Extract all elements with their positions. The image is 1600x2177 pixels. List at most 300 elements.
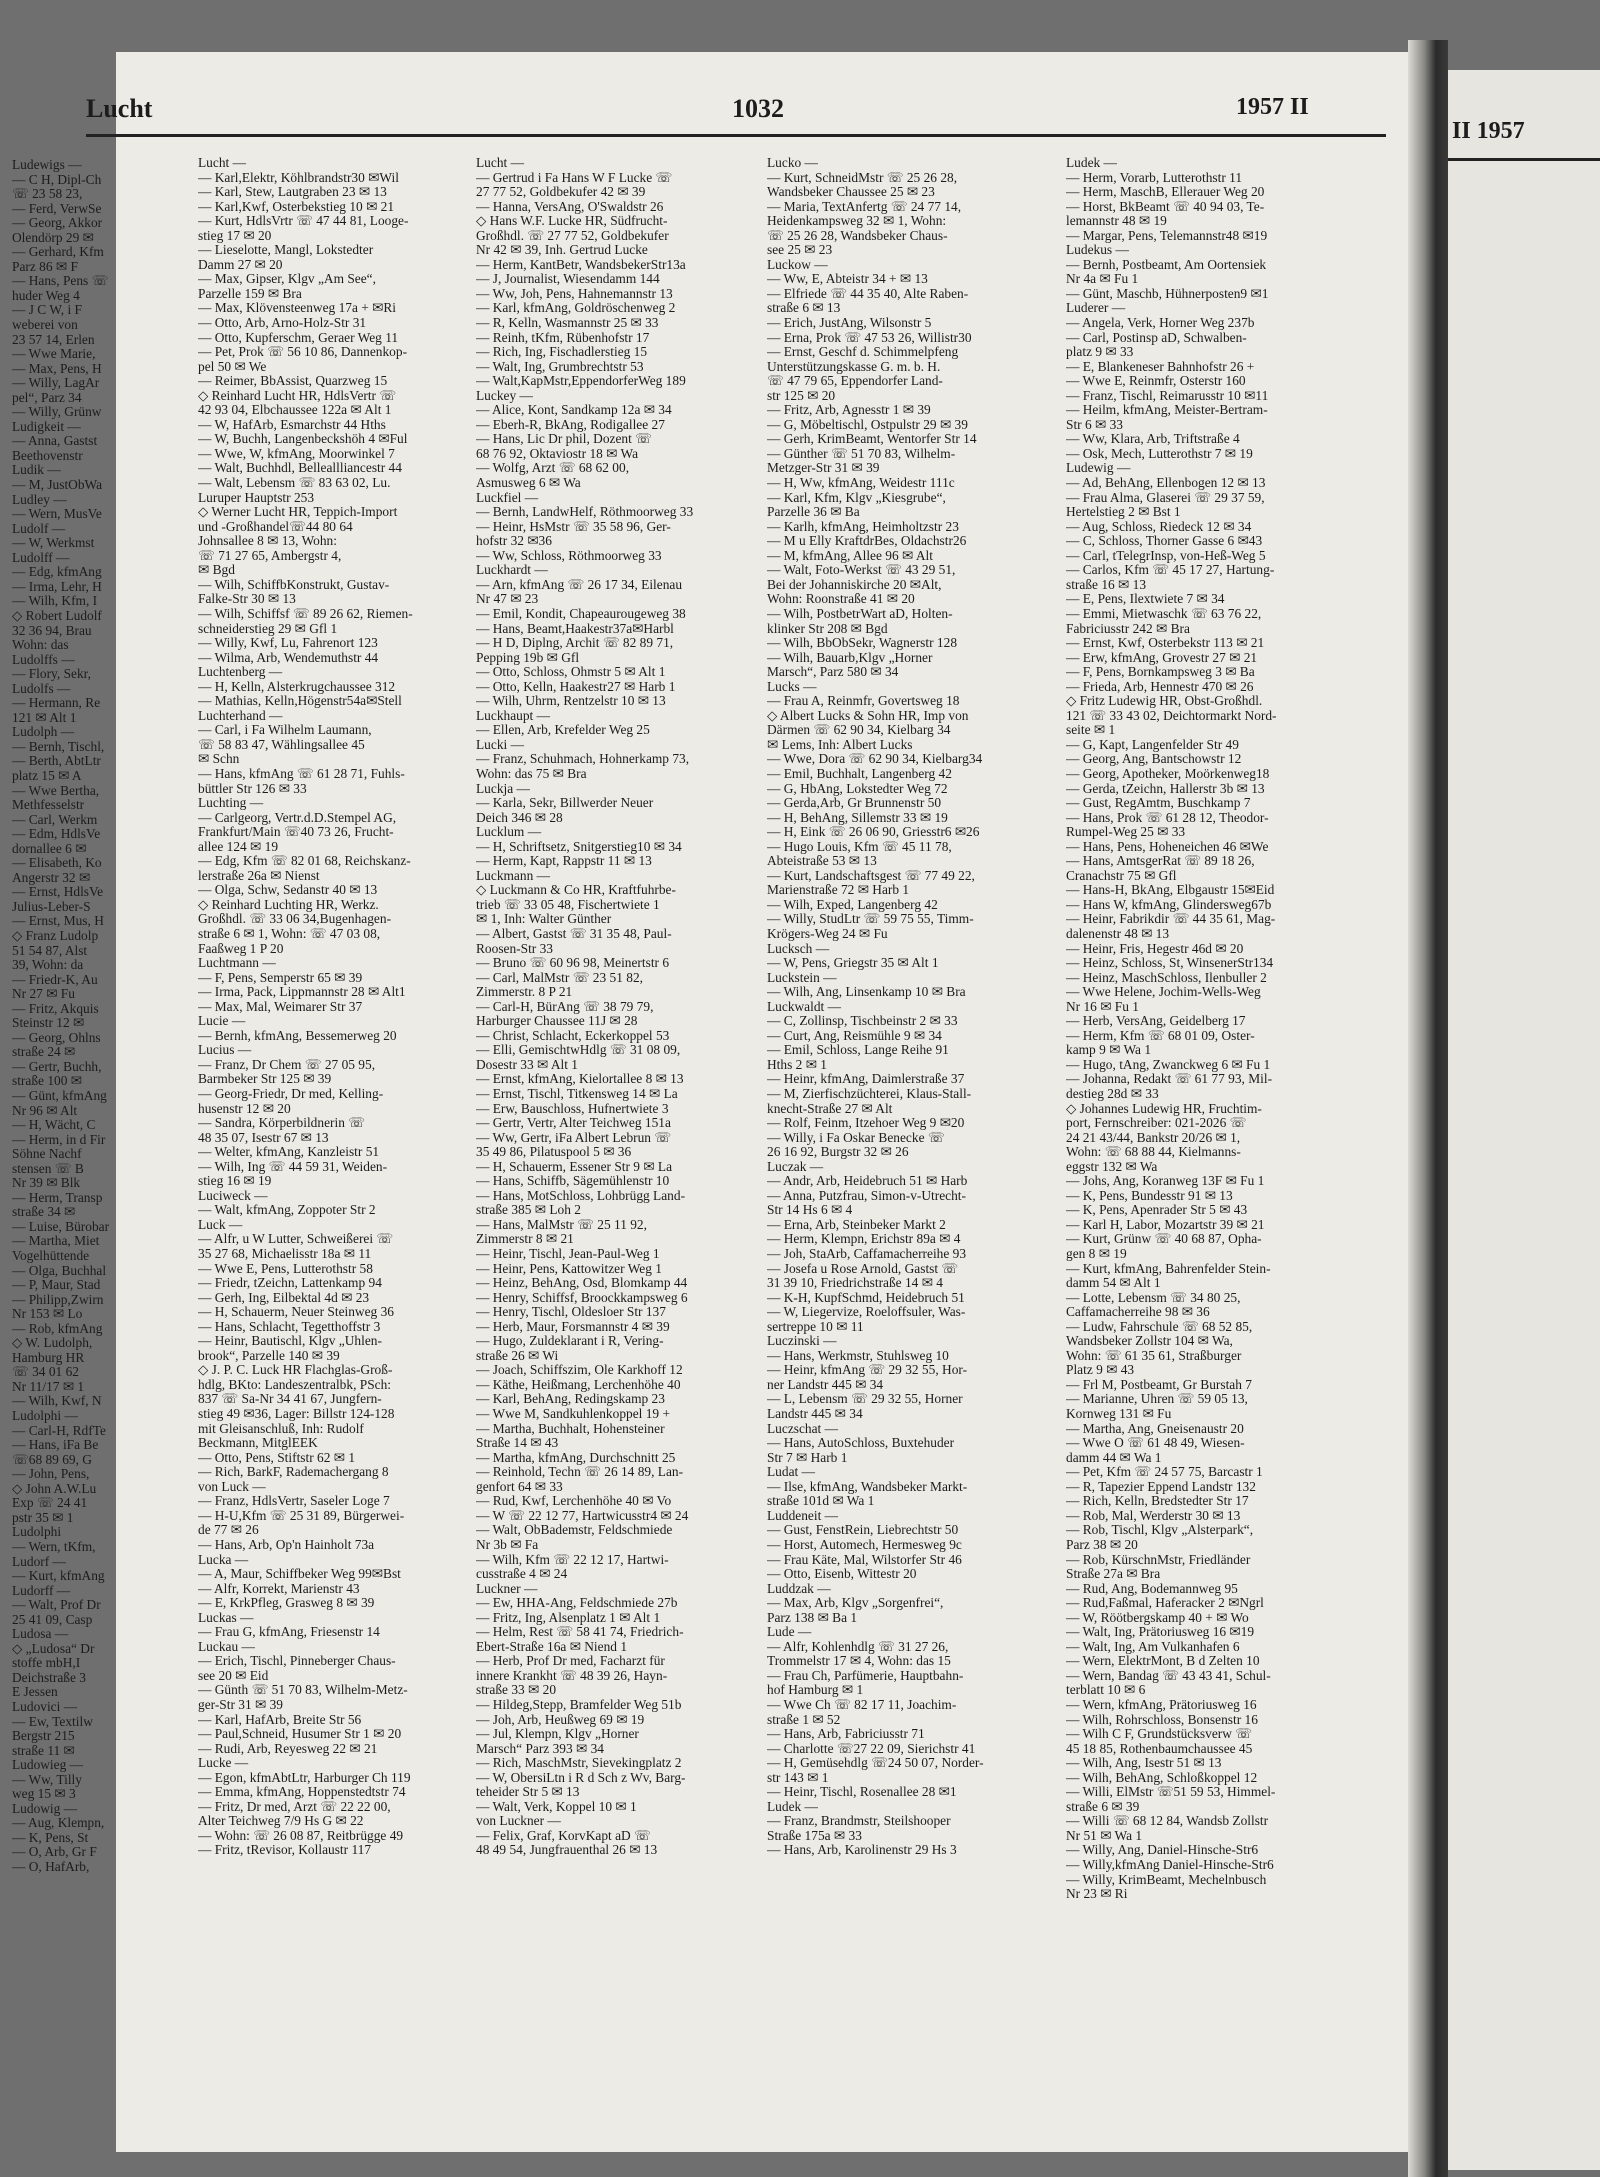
directory-line: straße 100 ✉ bbox=[12, 1073, 82, 1089]
directory-line: klinker Str 208 ✉ Bgd bbox=[767, 620, 888, 636]
directory-line: Bei der Johanniskirche 20 ✉Alt, bbox=[767, 576, 942, 592]
directory-line: — Anna, Gastst bbox=[12, 433, 98, 449]
directory-line: — K, Pens, Bundesstr 91 ✉ 13 bbox=[1066, 1187, 1233, 1203]
directory-line: — Ww, Gertr, iFa Albert Lebrun ☏ bbox=[476, 1129, 672, 1145]
directory-line: — Carl, i Fa Wilhelm Laumann, bbox=[198, 722, 372, 738]
directory-line: — Gerh, Ing, Eilbektal 4d ✉ 23 bbox=[198, 1289, 370, 1305]
directory-line: — Georg, Ang, Bantschowstr 12 bbox=[1066, 751, 1242, 767]
directory-line: — H, Schauerm, Neuer Steinweg 36 bbox=[198, 1304, 394, 1320]
directory-line: Ludorf — bbox=[12, 1553, 66, 1569]
directory-line: — Fritz, Akquis bbox=[12, 1000, 99, 1016]
directory-line: — Wilh, BehAng, Schloßkoppel 12 bbox=[1066, 1769, 1258, 1785]
directory-line: — John, Pens, bbox=[12, 1466, 90, 1482]
directory-line: — Heinr, Fris, Hegestr 46d ✉ 20 bbox=[1066, 940, 1244, 956]
directory-line: — Wwe Bertha, bbox=[12, 782, 100, 798]
directory-line: dornallee 6 ✉ bbox=[12, 840, 87, 856]
directory-line: — Joh, StaArb, Caffamacherreihe 93 bbox=[767, 1246, 967, 1262]
directory-line: ☏ 34 01 62 bbox=[12, 1364, 79, 1380]
directory-line: Därmen ☏ 62 90 34, Kielbarg 34 bbox=[767, 722, 951, 738]
directory-line: straße 16 ✉ 13 bbox=[1066, 576, 1147, 592]
directory-line: — P, Maur, Stad bbox=[12, 1277, 101, 1293]
directory-line: 48 49 54, Jungfrauenthal 26 ✉ 13 bbox=[476, 1842, 658, 1858]
directory-line: — Willy, i Fa Oskar Benecke ☏ bbox=[767, 1129, 945, 1145]
directory-line: ◇ Reinhard Luchting HR, Werkz. bbox=[198, 896, 379, 912]
directory-line: Ludewig — bbox=[1066, 460, 1131, 476]
directory-line: trieb ☏ 33 05 48, Fischertwiete 1 bbox=[476, 896, 660, 912]
directory-line: — Wwe E, Reinmfr, Osterstr 160 bbox=[1066, 373, 1246, 389]
directory-line: — Kurt, kfmAng, Bahrenfelder Stein- bbox=[1066, 1260, 1271, 1276]
directory-line: — Wwe O ☏ 61 48 49, Wiesen- bbox=[1066, 1435, 1245, 1451]
directory-line: — Herm, MaschB, Ellerauer Weg 20 bbox=[1066, 184, 1265, 200]
directory-line: Ludorff — bbox=[12, 1582, 71, 1598]
directory-line: — Rolf, Feinm, Itzehoer Weg 9 ✉20 bbox=[767, 1115, 965, 1131]
directory-line: — Rud, Kwf, Lerchenhöhe 40 ✉ Vo bbox=[476, 1493, 672, 1509]
directory-line: 27 77 52, Goldbekufer 42 ✉ 39 bbox=[476, 184, 646, 200]
directory-line: — Otto, Kelln, Haakestr27 ✉ Harb 1 bbox=[476, 678, 676, 694]
directory-line: ☏ 47 79 65, Eppendorfer Land- bbox=[767, 373, 943, 389]
directory-line: Lucht — bbox=[198, 156, 246, 170]
directory-line: — Wilh, Schiffsf ☏ 89 26 62, Riemen- bbox=[198, 605, 413, 621]
directory-line: stieg 49 ✉36, Lager: Billstr 124-128 bbox=[198, 1406, 395, 1422]
directory-line: Luckhardt — bbox=[476, 562, 548, 578]
directory-line: — Carl, Postinsp aD, Schwalben- bbox=[1066, 329, 1247, 345]
directory-line: Straße 27a ✉ Bra bbox=[1066, 1566, 1161, 1582]
directory-line: — Hermann, Re bbox=[12, 695, 101, 711]
directory-line: — Maria, TextAnfertg ☏ 24 77 14, bbox=[767, 198, 962, 214]
directory-line: — J C W, i F bbox=[12, 302, 82, 318]
directory-line: — Kurt, SchneidMstr ☏ 25 26 28, bbox=[767, 169, 958, 185]
directory-line: — Willy, StudLtr ☏ 59 75 55, Timm- bbox=[767, 911, 974, 927]
directory-line: — Wilh, Ang, Linsenkamp 10 ✉ Bra bbox=[767, 984, 966, 1000]
directory-line: Großhdl. ☏ 33 06 34,Bugenhagen- bbox=[198, 911, 392, 927]
directory-line: 31 39 10, Friedrichstraße 14 ✉ 4 bbox=[767, 1275, 943, 1291]
directory-line: — Willy, LagAr bbox=[12, 375, 100, 391]
directory-line: Str 7 ✉ Harb 1 bbox=[767, 1449, 848, 1465]
directory-line: — Otto, Kupferschm, Geraer Weg 11 bbox=[198, 329, 399, 345]
directory-line: — Frau G, kfmAng, Friesenstr 14 bbox=[198, 1624, 380, 1640]
directory-line: — Hans, Pens, Hoheneichen 46 ✉We bbox=[1066, 838, 1269, 854]
directory-line: — H, BehAng, Sillemstr 33 ✉ 19 bbox=[767, 809, 948, 825]
directory-line: — H, Kelln, Alsterkrugchaussee 312 bbox=[198, 678, 396, 694]
directory-line: ◇ Luckmann & Co HR, Kraftfuhrbe- bbox=[476, 882, 676, 898]
directory-line: Dosestr 33 ✉ Alt 1 bbox=[476, 1056, 578, 1072]
directory-line: Platz 9 ✉ 43 bbox=[1066, 1362, 1135, 1378]
directory-line: Marsch“, Parz 580 ✉ 34 bbox=[767, 664, 899, 680]
directory-line: straße 101d ✉ Wa 1 bbox=[767, 1493, 875, 1509]
directory-line: — Berth, AbtLtr bbox=[12, 753, 101, 769]
directory-line: ◇ W. Ludolph, bbox=[12, 1335, 93, 1351]
directory-line: — K, Pens, Apenrader Str 5 ✉ 43 bbox=[1066, 1202, 1248, 1218]
directory-line: — Edg, Kfm ☏ 82 01 68, Reichskanz- bbox=[198, 853, 411, 869]
directory-line: — Welter, kfmAng, Kanzleistr 51 bbox=[198, 1144, 380, 1160]
directory-line: — Olga, Schw, Sedanstr 40 ✉ 13 bbox=[198, 882, 378, 898]
directory-line: — Ernst, Mus, H bbox=[12, 913, 104, 929]
directory-line: Ludigkeit — bbox=[12, 418, 81, 434]
directory-line: straße 6 ✉ 13 bbox=[767, 300, 841, 316]
directory-line: Olendörp 29 ✉ bbox=[12, 229, 94, 245]
directory-line: Deichstraße 3 bbox=[12, 1669, 86, 1685]
directory-line: Ludek — bbox=[1066, 156, 1117, 170]
directory-line: — Hugo Louis, Kfm ☏ 45 11 78, bbox=[767, 838, 952, 854]
directory-line: allee 124 ✉ 19 bbox=[198, 838, 279, 854]
directory-line: — Gertrud i Fa Hans W F Lucke ☏ bbox=[476, 169, 673, 185]
directory-line: Marsch“ Parz 393 ✉ 34 bbox=[476, 1740, 604, 1756]
directory-line: Unterstützungskasse G. m. b. H. bbox=[767, 358, 941, 374]
directory-line: — Ludw, Fahrschule ☏ 68 52 85, bbox=[1066, 1318, 1253, 1334]
directory-line: — Gust, FenstRein, Liebrechtstr 50 bbox=[767, 1522, 959, 1538]
directory-line: Lucius — bbox=[198, 1042, 252, 1058]
directory-line: — Hans, Arb, Karolinenstr 29 Hs 3 bbox=[767, 1842, 957, 1858]
directory-line: — Bernh, Tischl, bbox=[12, 738, 105, 754]
directory-line: — Max, Gipser, Klgv „Am See“, bbox=[198, 271, 376, 287]
directory-line: 39, Wohn: da bbox=[12, 957, 84, 973]
directory-line: — Franz, Dr Chem ☏ 27 05 95, bbox=[198, 1056, 376, 1072]
directory-line: — Paul,Schneid, Husumer Str 1 ✉ 20 bbox=[198, 1726, 402, 1742]
directory-line: — Elfriede ☏ 44 35 40, Alte Raben- bbox=[767, 285, 969, 301]
directory-line: seite ✉ 1 bbox=[1066, 722, 1116, 738]
directory-line: — Ernst, kfmAng, Kielortallee 8 ✉ 13 bbox=[476, 1071, 684, 1087]
directory-line: Luckey — bbox=[476, 387, 533, 403]
directory-line: — Wwe Ch ☏ 82 17 11, Joachim- bbox=[767, 1696, 957, 1712]
directory-line: — Wilh, Rohrschloss, Bonsenstr 16 bbox=[1066, 1711, 1258, 1727]
directory-line: — Franz, Brandmstr, Steilshooper bbox=[767, 1813, 951, 1829]
directory-line: — F, Pens, Bornkampsweg 3 ✉ Ba bbox=[1066, 664, 1255, 680]
directory-line: — Walt, Prof Dr bbox=[12, 1597, 101, 1613]
directory-line: — Carlgeorg, Vertr.d.D.Stempel AG, bbox=[198, 809, 397, 825]
directory-line: Deich 346 ✉ 28 bbox=[476, 809, 563, 825]
directory-line: Str 14 Hs 6 ✉ 4 bbox=[767, 1202, 853, 1218]
directory-line: — Fritz, Ing, Alsenplatz 1 ✉ Alt 1 bbox=[476, 1609, 661, 1625]
directory-line: — Ww, Tilly bbox=[12, 1771, 82, 1787]
directory-line: — Ellen, Arb, Krefelder Weg 25 bbox=[476, 722, 650, 738]
directory-line: — Emil, Schloss, Lange Reihe 91 bbox=[767, 1042, 949, 1058]
directory-line: Julius-Leber-S bbox=[12, 898, 91, 914]
directory-line: — Walt, Lebensm ☏ 83 63 02, Lu. bbox=[198, 475, 391, 491]
directory-line: ☏68 89 69, G bbox=[12, 1451, 92, 1467]
directory-line: Vogelhüttende bbox=[12, 1248, 90, 1264]
directory-line: Ludolff — bbox=[12, 549, 70, 565]
directory-line: — Wolfg, Arzt ☏ 68 62 00, bbox=[476, 460, 630, 476]
directory-line: destieg 28d ✉ 33 bbox=[1066, 1086, 1159, 1101]
directory-line: str 125 ✉ 20 bbox=[767, 387, 836, 403]
directory-line: hofstr 32 ✉36 bbox=[476, 533, 552, 549]
directory-line: — Henry, Tischl, Oldesloer Str 137 bbox=[476, 1304, 666, 1320]
directory-line: — W, Röötbergskamp 40 + ✉ Wo bbox=[1066, 1609, 1249, 1625]
directory-line: — Jul, Klempn, Klgv „Horner bbox=[476, 1726, 639, 1742]
directory-line: ◇ John A.W.Lu bbox=[12, 1480, 97, 1496]
directory-line: Alter Teichweg 7/9 Hs G ✉ 22 bbox=[198, 1813, 364, 1829]
directory-line: Marienstraße 72 ✉ Harb 1 bbox=[767, 882, 910, 898]
directory-line: Zimmerstr 8 ✉ 21 bbox=[476, 1231, 574, 1247]
directory-line: Luckstein — bbox=[767, 969, 837, 985]
directory-line: — C, Zollinsp, Tischbeinstr 2 ✉ 33 bbox=[767, 1013, 958, 1029]
directory-line: — Heinr, Fabrikdir ☏ 44 35 61, Mag- bbox=[1066, 911, 1276, 927]
directory-line: Wohn: das 75 ✉ Bra bbox=[476, 765, 587, 781]
directory-line: — Erna, Prok ☏ 47 53 26, Willistr30 bbox=[767, 329, 972, 345]
directory-line: pel“, Parz 34 bbox=[12, 389, 82, 405]
directory-line: — Reinh, tKfm, Rübenhofstr 17 bbox=[476, 329, 650, 345]
directory-line: — Curt, Ang, Reismühle 9 ✉ 34 bbox=[767, 1027, 942, 1043]
directory-line: Luckow — bbox=[767, 256, 828, 272]
directory-line: — Max, Klövensteenweg 17a + ✉Ri bbox=[198, 300, 397, 316]
directory-line: ✉ Schn bbox=[198, 751, 240, 767]
directory-line: — Joach, Schiffszim, Ole Karkhoff 12 bbox=[476, 1362, 683, 1378]
directory-line: Söhne Nachf bbox=[12, 1146, 82, 1162]
directory-line: — Wwe M, Sandkuhlenkoppel 19 + bbox=[476, 1406, 671, 1422]
directory-line: — Ernst, Geschf d. Schimmelpfeng bbox=[767, 344, 959, 360]
directory-line: — H, Schriftsetz, Snitgerstieg10 ✉ 34 bbox=[476, 838, 682, 854]
directory-line: — W, Liegervize, Roeloffsuler, Was- bbox=[767, 1304, 966, 1320]
directory-line: — Karl, Stew, Lautgraben 23 ✉ 13 bbox=[198, 184, 387, 200]
directory-line: Lucka — bbox=[198, 1551, 249, 1567]
directory-line: lemannstr 48 ✉ 19 bbox=[1066, 213, 1167, 229]
directory-line: — Carl, Werkm bbox=[12, 811, 98, 827]
directory-line: Frankfurt/Main ☏40 73 26, Frucht- bbox=[198, 824, 394, 840]
directory-line: — Heinr, HsMstr ☏ 35 58 96, Ger- bbox=[476, 518, 671, 534]
directory-line: — Wwe E, Pens, Lutterothstr 58 bbox=[198, 1260, 373, 1276]
directory-line: — Walt, Ing, Grumbrechtstr 53 bbox=[476, 358, 644, 374]
directory-line: — Bruno ☏ 60 96 98, Meinertstr 6 bbox=[476, 955, 670, 971]
directory-line: — Emma, kfmAng, Hoppenstedtstr 74 bbox=[198, 1784, 406, 1800]
directory-line: 42 93 04, Elbchaussee 122a ✉ Alt 1 bbox=[198, 402, 392, 418]
directory-line: platz 9 ✉ 33 bbox=[1066, 344, 1134, 360]
page-header bbox=[86, 94, 1386, 140]
directory-line: Nr 16 ✉ Fu 1 bbox=[1066, 998, 1139, 1014]
directory-line: Johnsallee 8 ✉ 13, Wohn: bbox=[198, 533, 337, 549]
directory-line: platz 15 ✉ A bbox=[12, 767, 82, 783]
directory-line: — Ew, HHA-Ang, Feldschmiede 27b bbox=[476, 1595, 678, 1611]
directory-line: 121 ✉ Alt 1 bbox=[12, 709, 77, 725]
directory-line: Krögers-Weg 24 ✉ Fu bbox=[767, 925, 888, 941]
directory-line: — Wilma, Arb, Wendemuthstr 44 bbox=[198, 649, 379, 665]
header-name: Lucht bbox=[86, 94, 153, 123]
directory-line: — Hans, Schiffb, Sägemühlenstr 10 bbox=[476, 1173, 670, 1189]
directory-line: — Hans, Arb, Fabriciusstr 71 bbox=[767, 1726, 925, 1742]
directory-line: — Sandra, Körperbildnerin ☏ bbox=[198, 1115, 365, 1131]
directory-line: Wandsbeker Chaussee 25 ✉ 23 bbox=[767, 184, 935, 200]
directory-line: — Wilh C F, Grundstücksverw ☏ bbox=[1066, 1726, 1252, 1742]
directory-line: — Edg, kfmAng bbox=[12, 564, 102, 580]
directory-line: — Rob, KürschnMstr, Friedländer bbox=[1066, 1551, 1251, 1567]
directory-line: huder Weg 4 bbox=[12, 287, 80, 303]
directory-line: — Arn, kfmAng ☏ 26 17 34, Eilenau bbox=[476, 576, 683, 592]
directory-line: — Hans-H, BkAng, Elbgaustr 15✉Eid bbox=[1066, 882, 1275, 898]
directory-line: — Hans, Prok ☏ 61 28 12, Theodor- bbox=[1066, 809, 1269, 825]
directory-line: 25 41 09, Casp bbox=[12, 1611, 93, 1627]
directory-line: lerstraße 26a ✉ Nienst bbox=[198, 867, 320, 883]
directory-line: port, Fernschreiber: 021-2026 ☏ bbox=[1066, 1115, 1247, 1131]
directory-line: — Wwe, Dora ☏ 62 90 34, Kielbarg34 bbox=[767, 751, 983, 767]
directory-line: Luckmann — bbox=[476, 867, 551, 883]
directory-line: — Willy, Ang, Daniel-Hinsche-Str6 bbox=[1066, 1842, 1259, 1858]
directory-line: — Friedr, tZeichn, Lattenkamp 94 bbox=[198, 1275, 382, 1291]
directory-line: — Carl, tTelegrInsp, von-Heß-Weg 5 bbox=[1066, 547, 1266, 563]
directory-line: Nr 153 ✉ Lo bbox=[12, 1306, 83, 1322]
directory-line: Parz 38 ✉ 20 bbox=[1066, 1536, 1138, 1552]
directory-line: ◇ Fritz Ludewig HR, Obst-Großhdl. bbox=[1066, 693, 1263, 709]
directory-line: Wohn: ☏ 61 35 61, Straßburger bbox=[1066, 1347, 1242, 1363]
directory-line: — Albert, Gastst ☏ 31 35 48, Paul- bbox=[476, 925, 672, 941]
directory-line: — Otto, Schloss, Ohmstr 5 ✉ Alt 1 bbox=[476, 664, 666, 680]
directory-line: — Ferd, VerwSe bbox=[12, 200, 102, 216]
directory-line: Angerstr 32 ✉ bbox=[12, 869, 91, 885]
directory-line: Luruper Hauptstr 253 bbox=[198, 489, 315, 505]
directory-line: mit Gleisanschluß, Inh: Rudolf bbox=[198, 1420, 364, 1436]
directory-line: Luczak — bbox=[767, 1158, 824, 1174]
directory-line: Ludolph — bbox=[12, 724, 75, 740]
directory-line: Asmusweg 6 ✉ Wa bbox=[476, 475, 581, 491]
directory-line: — Ww, Schloss, Röthmoorweg 33 bbox=[476, 547, 662, 563]
directory-line: — Franz, HdlsVertr, Saseler Loge 7 bbox=[198, 1493, 390, 1509]
directory-line: — Hans, Schlacht, Tegetthoffstr 3 bbox=[198, 1318, 381, 1334]
directory-line: — Georg, Ohlns bbox=[12, 1029, 101, 1045]
directory-line: ☏ 71 27 65, Ambergstr 4, bbox=[198, 547, 342, 563]
directory-line: terblatt 10 ✉ 6 bbox=[1066, 1682, 1146, 1698]
directory-line: Lucie — bbox=[198, 1013, 246, 1029]
directory-line: — Luise, Bürobar bbox=[12, 1218, 110, 1234]
directory-line: — Ernst, HdlsVe bbox=[12, 884, 104, 900]
directory-line: — Frau A, Reinmfr, Govertsweg 18 bbox=[767, 693, 960, 709]
directory-line: — Gust, RegAmtm, Buschkamp 7 bbox=[1066, 795, 1251, 811]
directory-line: — Erna, Arb, Steinbeker Markt 2 bbox=[767, 1216, 946, 1232]
directory-line: Wohn: das bbox=[12, 637, 69, 653]
directory-line: Parzelle 36 ✉ Ba bbox=[767, 504, 860, 520]
directory-line: — Wilh, Ing ☏ 44 59 31, Weiden- bbox=[198, 1158, 388, 1174]
directory-line: see 25 ✉ 23 bbox=[767, 242, 833, 258]
directory-line: und -Großhandel☏44 80 64 bbox=[198, 518, 353, 534]
directory-line: Nr 47 ✉ 23 bbox=[476, 591, 539, 607]
directory-line: ✉ Bgd bbox=[198, 562, 235, 578]
directory-line: de 77 ✉ 26 bbox=[198, 1522, 259, 1538]
directory-line: weg 15 ✉ 3 bbox=[12, 1786, 76, 1802]
directory-line: Nr 23 ✉ Ri bbox=[1066, 1886, 1128, 1902]
directory-line: Ludolphi bbox=[12, 1524, 62, 1540]
directory-line: — Willi ☏ 68 12 84, Wandsb Zollstr bbox=[1066, 1813, 1269, 1829]
directory-line: Luczinski — bbox=[767, 1333, 837, 1349]
directory-line: — Reinhold, Techn ☏ 26 14 89, Lan- bbox=[476, 1464, 684, 1480]
directory-line: — Karl, HafArb, Breite Str 56 bbox=[198, 1711, 362, 1727]
directory-line: — Ilse, kfmAng, Wandsbeker Markt- bbox=[767, 1478, 968, 1494]
directory-line: — Rud, Ang, Bodemannweg 95 bbox=[1066, 1580, 1238, 1596]
directory-line: — W, HafArb, Esmarchstr 44 Hths bbox=[198, 416, 386, 432]
directory-line: Harburger Chaussee 11J ✉ 28 bbox=[476, 1013, 638, 1029]
directory-line: — Wilh, Exped, Langenberg 42 bbox=[767, 896, 938, 912]
directory-line: — Hans, iFa Be bbox=[12, 1437, 99, 1453]
directory-line: — F, Pens, Semperstr 65 ✉ 39 bbox=[198, 969, 363, 985]
directory-line: — G, Kapt, Langenfelder Str 49 bbox=[1066, 736, 1239, 752]
directory-line: straße 34 ✉ bbox=[12, 1204, 76, 1220]
directory-line: — Rich, Ing, Fischadlerstieg 15 bbox=[476, 344, 648, 360]
directory-line: Nr 96 ✉ Alt bbox=[12, 1102, 78, 1118]
directory-line: — Hans W, kfmAng, Glindersweg67b bbox=[1066, 896, 1272, 912]
directory-line: — Walt, Foto-Werkst ☏ 43 29 51, bbox=[767, 562, 956, 578]
directory-line: Steinstr 12 ✉ bbox=[12, 1015, 85, 1031]
directory-line: ☏ 25 26 28, Wandsbeker Chaus- bbox=[767, 227, 948, 243]
directory-line: — Otto, Eisenb, Wittestr 20 bbox=[767, 1566, 917, 1582]
directory-line: straße 33 ✉ 20 bbox=[476, 1682, 557, 1698]
directory-line: ◇ Werner Lucht HR, Teppich-Import bbox=[198, 504, 398, 520]
directory-line: — Walt, Ing, Am Vulkanhafen 6 bbox=[1066, 1638, 1240, 1654]
directory-line: — Angela, Verk, Horner Weg 237b bbox=[1066, 315, 1255, 331]
directory-line: — Pet, Kfm ☏ 24 57 75, Barcastr 1 bbox=[1066, 1464, 1263, 1480]
directory-line: — Reimer, BbAssist, Quarzweg 15 bbox=[198, 373, 388, 389]
directory-line: — Martha, Miet bbox=[12, 1233, 100, 1249]
directory-line: — Heinz, Schloss, St, WinsenerStr134 bbox=[1066, 955, 1274, 971]
directory-line: — Emil, Buchhalt, Langenberg 42 bbox=[767, 765, 952, 781]
directory-line: — Wilh, PostbetrWart aD, Holten- bbox=[767, 605, 953, 621]
directory-line: — O, HafArb, bbox=[12, 1858, 90, 1874]
directory-line: stieg 16 ✉ 19 bbox=[198, 1173, 272, 1189]
directory-line: — Wilh, Kfm ☏ 22 12 17, Hartwi- bbox=[476, 1551, 669, 1567]
directory-line: — Walt, Ing, Prätoriusweg 16 ✉19 bbox=[1066, 1624, 1255, 1640]
directory-line: 24 21 43/44, Bankstr 20/26 ✉ 1, bbox=[1066, 1129, 1241, 1145]
directory-line: — Otto, Arb, Arno-Holz-Str 31 bbox=[198, 315, 367, 331]
directory-line: — Lotte, Lebensm ☏ 34 80 25, bbox=[1066, 1289, 1241, 1305]
directory-line: — Johs, Ang, Koranweg 13F ✉ Fu 1 bbox=[1066, 1173, 1265, 1189]
directory-line: — Bernh, Postbeamt, Am Oortensiek bbox=[1066, 256, 1267, 272]
directory-line: weberei von bbox=[12, 317, 78, 333]
directory-line: — Charlotte ☏27 22 09, Sierichstr 41 bbox=[767, 1740, 976, 1756]
directory-line: ◇ Albert Lucks & Sohn HR, Imp von bbox=[767, 707, 969, 723]
directory-line: — E, Blankeneser Bahnhofstr 26 + bbox=[1066, 358, 1255, 374]
directory-line: — Ww, Joh, Pens, Hahnemannstr 13 bbox=[476, 285, 673, 301]
directory-line: — Felix, Graf, KorvKapt aD ☏ bbox=[476, 1827, 651, 1843]
directory-line: — Philipp,Zwirn bbox=[12, 1291, 104, 1307]
directory-line: Luczschat — bbox=[767, 1420, 839, 1436]
directory-line: Lude — bbox=[767, 1624, 812, 1640]
directory-line: Heidenkampsweg 32 ✉ 1, Wohn: bbox=[767, 213, 947, 229]
directory-line: — Joh, Arb, Heußweg 69 ✉ 19 bbox=[476, 1711, 645, 1727]
directory-line: — Georg-Friedr, Dr med, Kelling- bbox=[198, 1086, 384, 1101]
directory-line: — Herb, Maur, Forsmannstr 4 ✉ 39 bbox=[476, 1318, 670, 1334]
directory-line: Fabriciusstr 242 ✉ Bra bbox=[1066, 620, 1190, 636]
directory-line: 68 76 92, Oktaviostr 18 ✉ Wa bbox=[476, 445, 639, 461]
directory-line: — H-U,Kfm ☏ 25 31 89, Bürgerwei- bbox=[198, 1507, 405, 1523]
directory-line: — M, kfmAng, Allee 96 ✉ Alt bbox=[767, 547, 933, 563]
directory-line: Ludowieg — bbox=[12, 1757, 84, 1773]
directory-line: — W ☏ 22 12 77, Hartwicusstr4 ✉ 24 bbox=[476, 1507, 689, 1523]
directory-line: — M, JustObWa bbox=[12, 477, 103, 493]
directory-line: — Christ, Schlacht, Eckerkoppel 53 bbox=[476, 1027, 670, 1043]
directory-line: Lucksch — bbox=[767, 940, 830, 956]
directory-line: Ludosa — bbox=[12, 1626, 69, 1642]
directory-line: Wohn: Roonstraße 41 ✉ 20 bbox=[767, 591, 915, 607]
directory-line: Nr 27 ✉ Fu bbox=[12, 986, 75, 1002]
directory-line: — Ww, E, Abteistr 34 + ✉ 13 bbox=[767, 271, 928, 287]
directory-line: — Johanna, Redakt ☏ 61 77 93, Mil- bbox=[1066, 1071, 1273, 1087]
directory-line: — Herm, Kfm ☏ 68 01 09, Oster- bbox=[1066, 1027, 1255, 1043]
directory-line: — Georg, Akkor bbox=[12, 215, 103, 231]
directory-line: Ludek — bbox=[767, 1798, 818, 1814]
directory-line: — Kurt, HdlsVrtr ☏ 47 44 81, Looge- bbox=[198, 213, 409, 229]
directory-line: Luchtenberg — bbox=[198, 664, 283, 680]
directory-line: Nr 39 ✉ Blk bbox=[12, 1175, 81, 1191]
directory-line: — Anna, Putzfrau, Simon-v-Utrecht- bbox=[767, 1187, 966, 1203]
directory-line: Damm 27 ✉ 20 bbox=[198, 256, 283, 272]
directory-line: — Horst, Automech, Hermesweg 9c bbox=[767, 1536, 962, 1552]
directory-line: 48 35 07, Isestr 67 ✉ 13 bbox=[198, 1129, 329, 1145]
directory-line: Abteistraße 53 ✉ 13 bbox=[767, 853, 877, 869]
directory-line: Luckja — bbox=[476, 780, 530, 796]
directory-line: — G, Möbeltischl, Ostpulstr 29 ✉ 39 bbox=[767, 416, 968, 432]
directory-line: — Heilm, kfmAng, Meister-Bertram- bbox=[1066, 402, 1268, 418]
directory-line: Ludewigs — bbox=[12, 158, 82, 172]
directory-line: — Alice, Kont, Sandkamp 12a ✉ 34 bbox=[476, 402, 672, 418]
directory-line: — Walt,KapMstr,EppendorferWeg 189 bbox=[476, 373, 686, 389]
directory-line: — Willy, Grünw bbox=[12, 404, 102, 420]
directory-line: — E, KrkPfleg, Grasweg 8 ✉ 39 bbox=[198, 1595, 375, 1611]
directory-line: — Willy,kfmAng Daniel-Hinsche-Str6 bbox=[1066, 1856, 1274, 1872]
